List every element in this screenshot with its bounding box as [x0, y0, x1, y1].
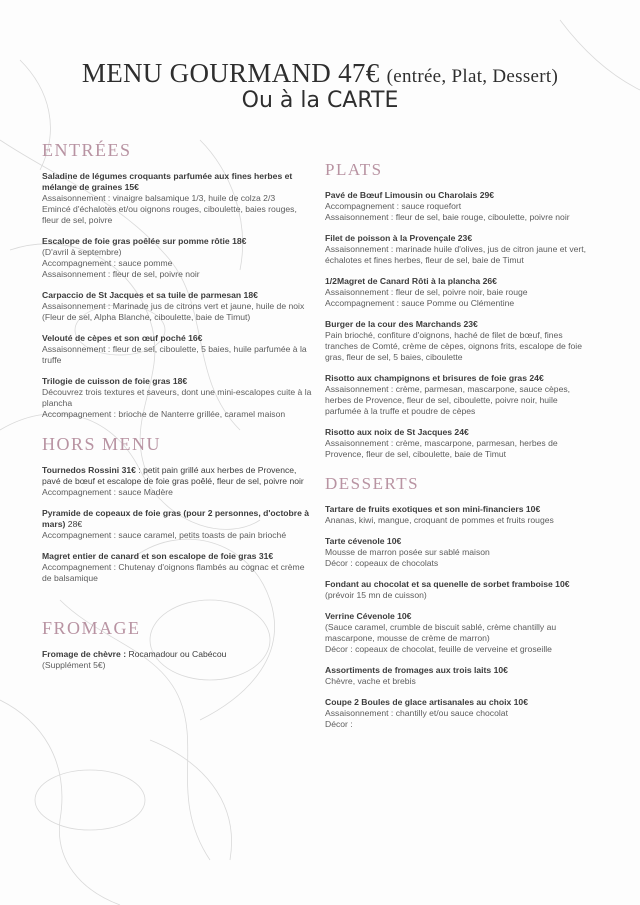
- menu-item-title: [325, 373, 590, 384]
- menu-item: [325, 697, 590, 730]
- menu-item-detail: Assaisonnement : fleur de sel, poivre noir, baie rouge: [325, 287, 528, 297]
- left-column: [42, 140, 312, 681]
- menu-item: [325, 536, 590, 569]
- menu-item-detail: Accompagnement : sauce roquefort: [325, 201, 462, 211]
- menu-item-detail: Accompagnement : sauce Pomme ou Clémentine: [325, 298, 515, 308]
- menu-item-detail: Assaisonnement : vinaigre balsamique 1/3, huile de colza 2/3: [42, 193, 276, 203]
- section-heading-fromage: FROMAGE: [42, 618, 141, 638]
- menu-item-name: Pavé de Bœuf Limousin ou Charolais 29€: [325, 190, 495, 200]
- menu-item: [42, 236, 312, 280]
- menu-item-detail: Assaisonnement : fleur de sel, poivre noir: [42, 269, 200, 279]
- menu-item: [325, 611, 590, 655]
- desserts-list: [325, 504, 590, 730]
- menu-item: [325, 319, 590, 363]
- menu-item: [325, 504, 590, 526]
- menu-item-detail: Assaisonnement : marinade huile d'olives, jus de citron jaune et vert, échalotes et fines herbes, fleur de sel, baie de Timut: [325, 244, 587, 265]
- menu-item-title: [325, 579, 590, 590]
- menu-item-detail: Mousse de marron posée sur sablé maison: [325, 547, 490, 557]
- menu-item-title: [325, 427, 590, 438]
- menu-item-detail: (Fleur de sel, Alpha Blanche, ciboulette, baie de Timut): [42, 312, 251, 322]
- menu-item-detail: Assaisonnement : crème, parmesan, mascarpone, sauce cèpes, herbes de Provence, fleur de sel, ciboulette, poivre noir, huile parfumée à la truffe et poudre de cèpes: [325, 384, 571, 416]
- section-heading-plats: PLATS: [325, 160, 383, 179]
- menu-item-name: Pyramide de copeaux de foie gras (pour 2 personnes, d'octobre à mars): [42, 508, 310, 529]
- menu-item-title: [325, 233, 590, 244]
- menu-item-detail: (D'avril à septembre): [42, 247, 122, 257]
- menu-item-detail: Découvrez trois textures et saveurs, dont une mini-escalopes cuite à la plancha: [42, 387, 312, 408]
- menu-item: [42, 290, 312, 323]
- menu-item-detail: Accompagnement : Chutenay d'oignons flambés au cognac et crème de balsamique: [42, 562, 305, 583]
- menu-item-name: Coupe 2 Boules de glace artisanales au choix 10€: [325, 697, 528, 707]
- menu-item-title: [325, 504, 590, 515]
- fromage-list: [42, 649, 312, 671]
- menu-item-detail: Accompagnement : sauce Madère: [42, 487, 173, 497]
- menu-item-name: Verrine Cévenole 10€: [325, 611, 412, 621]
- menu-item-detail: Emincé d'échalotes et/ou oignons rouges, ciboulette, baies rouges, fleur de sel, poivre: [42, 204, 297, 225]
- menu-item-title: [42, 171, 312, 193]
- menu-item-detail: Accompagnement : brioche de Nanterre grillée, caramel maison: [42, 409, 286, 419]
- menu-item-name: Fromage de chèvre :: [42, 649, 127, 659]
- menu-item: [42, 551, 312, 584]
- menu-item: [42, 333, 312, 366]
- menu-item-title: [42, 508, 312, 530]
- menu-item: [42, 171, 312, 226]
- menu-item-detail: Accompagnement : sauce caramel, petits toasts de pain brioché: [42, 530, 287, 540]
- menu-item-name: Burger de la cour des Marchands 23€: [325, 319, 478, 329]
- menu-item-description: Rocamadour ou Cabécou: [126, 649, 227, 659]
- menu-title: MENU GOURMAND 47€: [81, 58, 380, 88]
- section-heading-desserts: DESSERTS: [325, 474, 420, 493]
- menu-item: [325, 665, 590, 687]
- section-heading-entrees: ENTRÉES: [42, 140, 132, 160]
- menu-item-detail: Ananas, kiwi, mangue, croquant de pommes et fruits rouges: [325, 515, 554, 525]
- menu-item: [325, 427, 590, 460]
- menu-item-name: Escalope de foie gras poêlée sur pomme rôtie 18€: [42, 236, 247, 246]
- section-heading-hors-menu: HORS MENU: [42, 434, 162, 454]
- right-column: [325, 160, 590, 740]
- menu-item-name: Magret entier de canard et son escalope de foie gras 31€: [42, 551, 274, 561]
- menu-item: [325, 579, 590, 601]
- menu-item-name: Carpaccio de St Jacques et sa tuile de parmesan 18€: [42, 290, 258, 300]
- plats-list: [325, 190, 590, 460]
- menu-item-name: Filet de poisson à la Provençale 23€: [325, 233, 473, 243]
- menu-item-title: [42, 465, 312, 487]
- menu-item-detail: Décor :: [325, 719, 353, 729]
- menu-item-title: [42, 236, 312, 247]
- menu-item-detail: Décor : copeaux de chocolats: [325, 558, 439, 568]
- menu-item-detail: Pain brioché, confiture d'oignons, haché de filet de bœuf, fines tranches de Comté, crème de cèpes, oignons frits, escalope de foie gras, fleur de sel, 5 baies, ciboulette: [325, 330, 582, 362]
- menu-item-detail: (prévoir 15 mn de cuisson): [325, 590, 427, 600]
- menu-item-detail: (Supplément 5€): [42, 660, 106, 670]
- menu-item-name: Velouté de cèpes et son œuf poché 16€: [42, 333, 203, 343]
- menu-item-name: Risotto aux champignons et brisures de foie gras 24€: [325, 373, 544, 383]
- entrees-list: [42, 171, 312, 420]
- menu-item-name: Assortiments de fromages aux trois laits 10€: [325, 665, 508, 675]
- menu-item-name: Trilogie de cuisson de foie gras 18€: [42, 376, 188, 386]
- menu-item-title: [42, 551, 312, 562]
- menu-item-name: 1/2Magret de Canard Rôti à la plancha 26€: [325, 276, 497, 286]
- menu-item-description: : petit pain grillé aux herbes de Provence, pavé de bœuf et escalope de foie gras poêlé, fleur de sel, poivre noir: [42, 465, 304, 486]
- menu-item: [325, 276, 590, 309]
- menu-item: [42, 649, 312, 671]
- menu-item-description: 28€: [65, 519, 83, 529]
- menu-item-detail: Assaisonnement : Marinade jus de citrons vert et jaune, huile de noix: [42, 301, 305, 311]
- menu-item: [42, 508, 312, 541]
- page-subtitle: Ou à la CARTE: [241, 88, 399, 113]
- menu-item-title: [325, 697, 590, 708]
- menu-item-detail: Décor : copeaux de chocolat, feuille de verveine et groseille: [325, 644, 552, 654]
- menu-item-title: [325, 276, 590, 287]
- menu-item-title: [42, 333, 312, 344]
- menu-item-title: [325, 611, 590, 622]
- menu-item-name: Tartare de fruits exotiques et son mini-financiers 10€: [325, 504, 541, 514]
- menu-item-title: [42, 376, 312, 387]
- menu-item-detail: Assaisonnement : chantilly et/ou sauce chocolat: [325, 708, 508, 718]
- menu-item-title: [325, 319, 590, 330]
- menu-item: [325, 190, 590, 223]
- menu-item-detail: Assaisonnement : crème, mascarpone, parmesan, herbes de Provence, fleur de sel, ciboulette, baie de Timut: [325, 438, 558, 459]
- menu-item-title: [325, 536, 590, 547]
- menu-item-title: [325, 665, 590, 676]
- menu-title-detail: (entrée, Plat, Dessert): [386, 66, 559, 87]
- menu-item: [325, 233, 590, 266]
- menu-item: [325, 373, 590, 417]
- page-title: [0, 58, 640, 89]
- menu-item-name: Risotto aux noix de St Jacques 24€: [325, 427, 469, 437]
- menu-item-detail: Chèvre, vache et brebis: [325, 676, 416, 686]
- menu-item-detail: Assaisonnement : fleur de sel, baie rouge, ciboulette, poivre noir: [325, 212, 570, 222]
- menu-item-name: Saladine de légumes croquants parfumée aux fines herbes et mélange de graines 15€: [42, 171, 293, 192]
- menu-item: [42, 376, 312, 420]
- menu-item-detail: (Sauce caramel, crumble de biscuit sablé, crème chantilly au mascarpone, mousse de crème de marron): [325, 622, 557, 643]
- menu-item-title: [325, 190, 590, 201]
- menu-item-name: Fondant au chocolat et sa quenelle de sorbet framboise 10€: [325, 579, 570, 589]
- menu-item-name: Tournedos Rossini 31€: [42, 465, 136, 475]
- menu-item-detail: Assaisonnement : fleur de sel, ciboulette, 5 baies, huile parfumée à la truffe: [42, 344, 307, 365]
- menu-item-name: Tarte cévenole 10€: [325, 536, 402, 546]
- hors-menu-list: [42, 465, 312, 584]
- menu-item-title: [42, 290, 312, 301]
- menu-item-title: [42, 649, 312, 660]
- menu-item: [42, 465, 312, 498]
- menu-item-detail: Accompagnement : sauce pomme: [42, 258, 173, 268]
